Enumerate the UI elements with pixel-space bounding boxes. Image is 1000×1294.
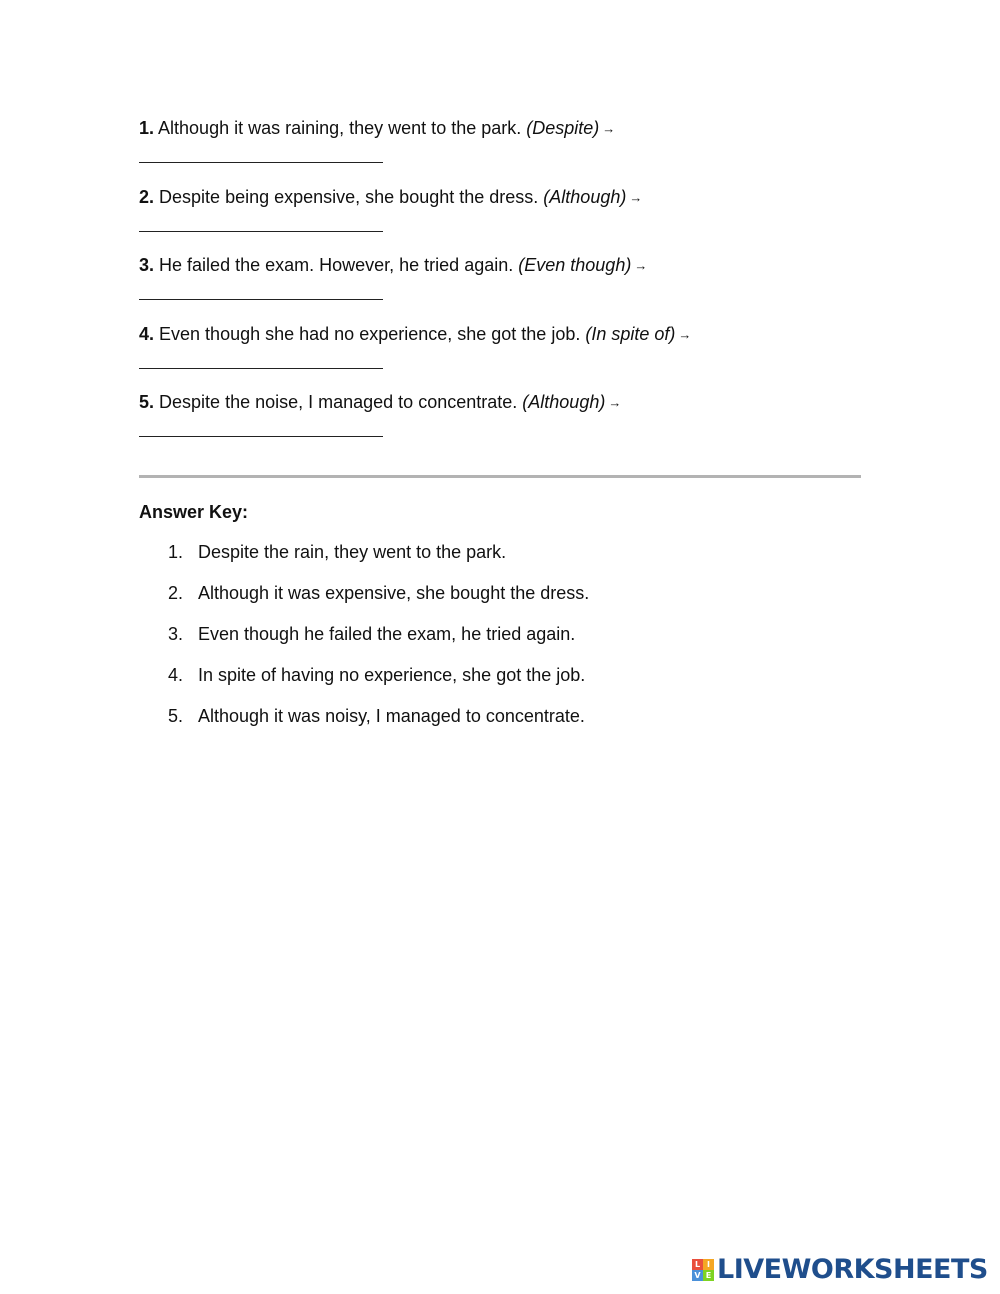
answer-blank[interactable]	[139, 368, 383, 369]
question-sentence: He failed the exam. However, he tried again.	[159, 255, 514, 275]
answer-key-title: Answer Key:	[139, 502, 249, 522]
answer-blank[interactable]	[139, 299, 383, 300]
question-number: 5.	[139, 392, 155, 412]
question-sentence: Even though she had no experience, she got the job.	[159, 323, 581, 344]
question-text-line	[139, 252, 899, 279]
logo-letter: I	[703, 1259, 714, 1270]
logo-letter: L	[692, 1259, 703, 1270]
question-number: 1.	[139, 118, 155, 138]
answer-key-text: Even though he failed the exam, he tried again.	[198, 624, 576, 644]
question-item	[139, 115, 899, 184]
answer-key-text: Despite the rain, they went to the park.	[198, 542, 507, 562]
question-number: 3.	[139, 255, 155, 275]
answer-key-number: 5.	[168, 706, 184, 726]
answer-key-number: 4.	[168, 665, 184, 685]
section-divider	[139, 475, 861, 478]
answer-key-number: 3.	[168, 624, 184, 644]
answer-key-text: In spite of having no experience, she got the job.	[198, 665, 586, 685]
logo-letter: E	[703, 1270, 714, 1281]
question-hint: (Despite)	[526, 118, 600, 138]
arrow-icon: →	[602, 121, 616, 136]
question-sentence: Although it was raining, they went to the park.	[158, 118, 522, 138]
arrow-icon: →	[634, 258, 648, 273]
question-list	[139, 115, 899, 458]
liveworksheets-brand[interactable]	[692, 1254, 988, 1286]
question-text-line	[139, 184, 899, 211]
answer-key-text: Although it was expensive, she bought the dress.	[198, 583, 590, 603]
answer-key-number: 1.	[168, 542, 184, 562]
question-item	[139, 252, 899, 321]
answer-blank[interactable]	[139, 162, 383, 163]
question-sentence: Despite being expensive, she bought the dress.	[159, 186, 539, 207]
arrow-icon: →	[678, 326, 692, 342]
question-hint: (Even though)	[518, 255, 632, 275]
logo-letter: V	[692, 1270, 703, 1281]
arrow-icon: →	[608, 395, 622, 410]
answer-blank[interactable]	[139, 436, 383, 437]
question-text-line	[139, 321, 899, 348]
question-sentence: Despite the noise, I managed to concentrate.	[159, 392, 518, 412]
question-item	[139, 184, 899, 253]
question-number: 4.	[139, 323, 155, 344]
question-number: 2.	[139, 186, 155, 207]
question-item	[139, 321, 899, 390]
question-hint: (Although)	[543, 186, 627, 207]
question-text-line	[139, 115, 899, 142]
answer-key-text: Although it was noisy, I managed to concentrate.	[198, 706, 585, 726]
arrow-icon: →	[629, 189, 643, 205]
answer-key-number: 2.	[168, 583, 184, 603]
brand-name: LIVEWORKSHEETS	[717, 1254, 988, 1285]
answer-blank[interactable]	[139, 231, 383, 232]
question-hint: (Although)	[522, 392, 606, 412]
question-hint: (In spite of)	[585, 323, 676, 344]
question-item	[139, 389, 899, 458]
liveworksheets-logo-icon	[692, 1259, 714, 1281]
question-text-line	[139, 389, 899, 416]
